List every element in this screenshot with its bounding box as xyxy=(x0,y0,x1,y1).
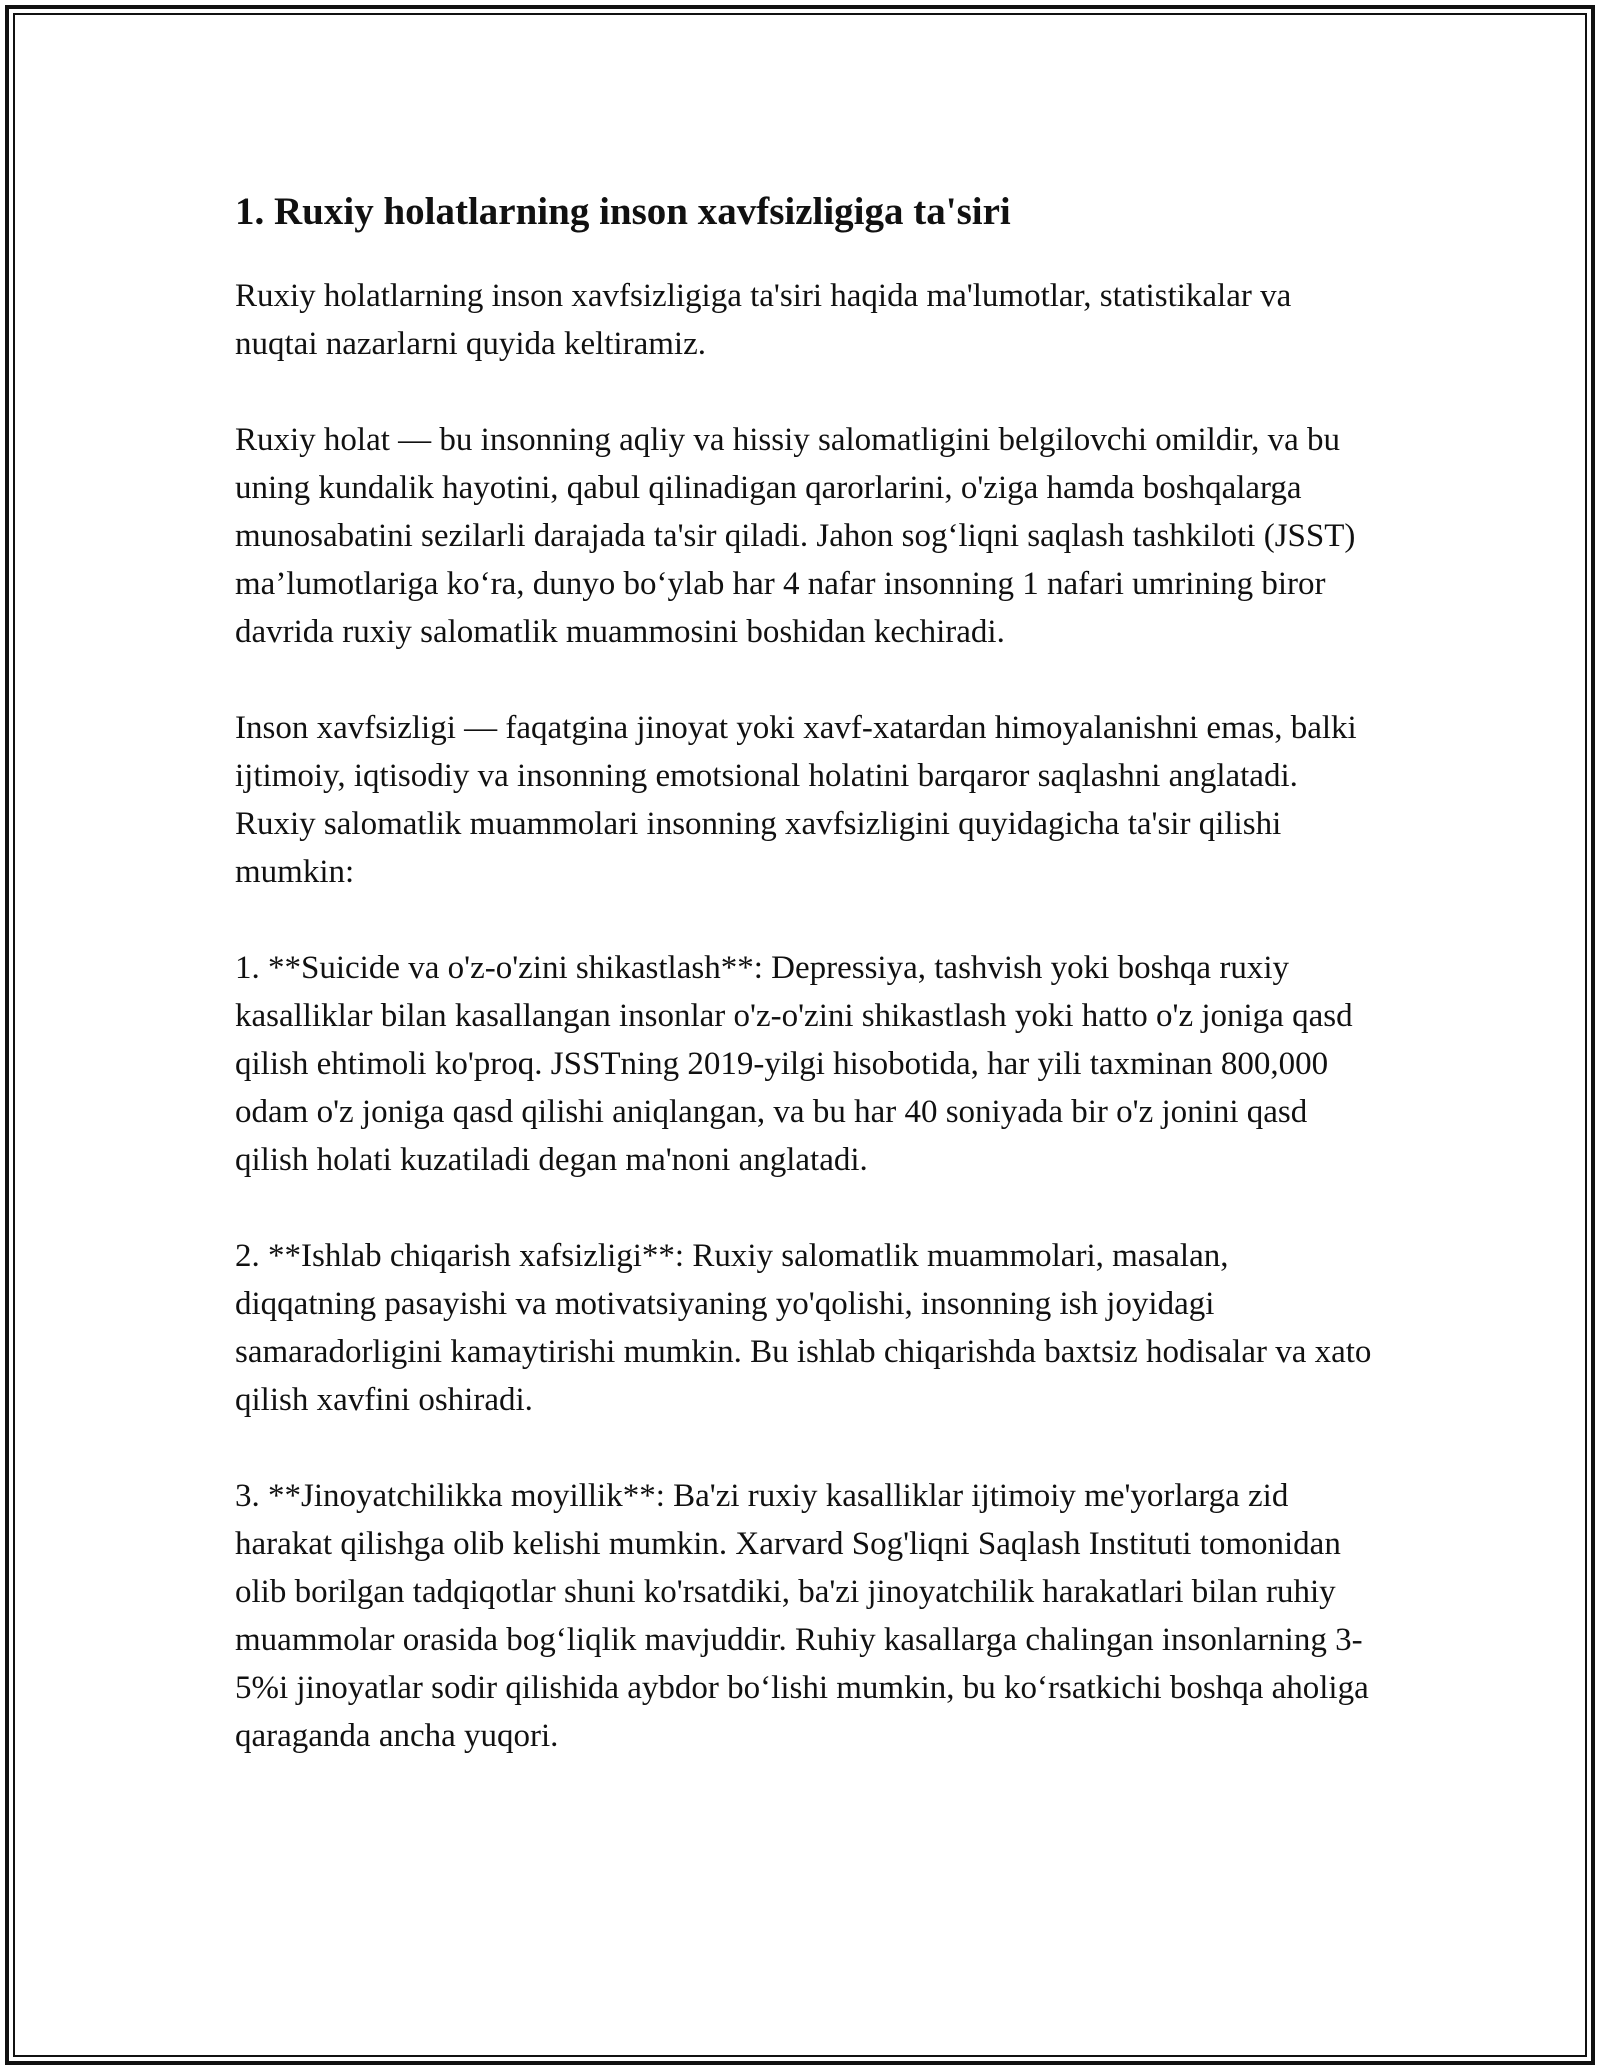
paragraph-mental-state: Ruxiy holat — bu insonning aqliy va hissiy salomatligini belgilovchi omildir, va bu uning kundalik hayotini, qabul qilinadigan qarorlarini, o'ziga hamda boshqalarga munosabatini sezilarli darajada ta'sir qiladi. Jahon sog‘liqni saqlash tashkiloti (JSST) ma’lumotlariga ko‘ra, dunyo bo‘ylab har 4 nafar insonning 1 nafari umrining biror davrida ruxiy salomatlik muammosini boshidan kechiradi. xyxy=(235,422,1356,650)
list-item-suicide: 1. **Suicide va o'z-o'zini shikastlash**: Depressiya, tashvish yoki boshqa ruxiy kasalliklar bilan kasallangan insonlar o'z-o'zini shikastlash yoki hatto o'z joniga qasd qilish ehtimoli ko'proq. JSSTning 2019-yilgi hisobotida, har yili taxminan 800,000 odam o'z joniga qasd qilishi aniqlangan, va bu har 40 soniyada bir o'z jonini qasd qilish holati kuzatiladi degan ma'noni anglatadi. xyxy=(235,950,1353,1178)
list-item-workplace-safety: 2. **Ishlab chiqarish xafsizligi**: Ruxiy salomatlik muammolari, masalan, diqqatning pasayishi va motivatsiyaning yo'qolishi, insonning ish joyidagi samaradorligini kamaytirishi mumkin. Bu ishlab chiqarishda baxtsiz hodisalar va xato qilish xavfini oshiradi. xyxy=(235,1238,1372,1418)
list-item-crime-tendency: 3. **Jinoyatchilikka moyillik**: Ba'zi ruxiy kasalliklar ijtimoiy me'yorlarga zid harakat qilishga olib kelishi mumkin. Xarvard Sog'liqni Saqlash Instituti tomonidan olib borilgan tadqiqotlar shuni ko'rsatdiki, ba'zi jinoyatchilik harakatlari bilan ruhiy muammolar orasida bog‘liqlik mavjuddir. Ruhiy kasallarga chalingan insonlarning 3-5%i jinoyatlar sodir qilishida aybdor bo‘lishi mumkin, bu ko‘rsatkichi boshqa aholiga qaraganda ancha yuqori. xyxy=(235,1478,1369,1754)
section-heading: 1. Ruxiy holatlarning inson xavfsizligiga ta'siri xyxy=(235,190,1011,233)
document-body xyxy=(235,186,1375,1808)
paragraph-human-security: Inson xavfsizligi — faqatgina jinoyat yoki xavf-xatardan himoyalanishni emas, balki ijtimoiy, iqtisodiy va insonning emotsional holatini barqaror saqlashni anglatadi. Ruxiy salomatlik muammolari insonning xavfsizligini quyidagicha ta'sir qilishi mumkin: xyxy=(235,710,1357,890)
paragraph-intro: Ruxiy holatlarning inson xavfsizligiga ta'siri haqida ma'lumotlar, statistikalar va nuqtai nazarlarni quyida keltiramiz. xyxy=(235,278,1292,362)
